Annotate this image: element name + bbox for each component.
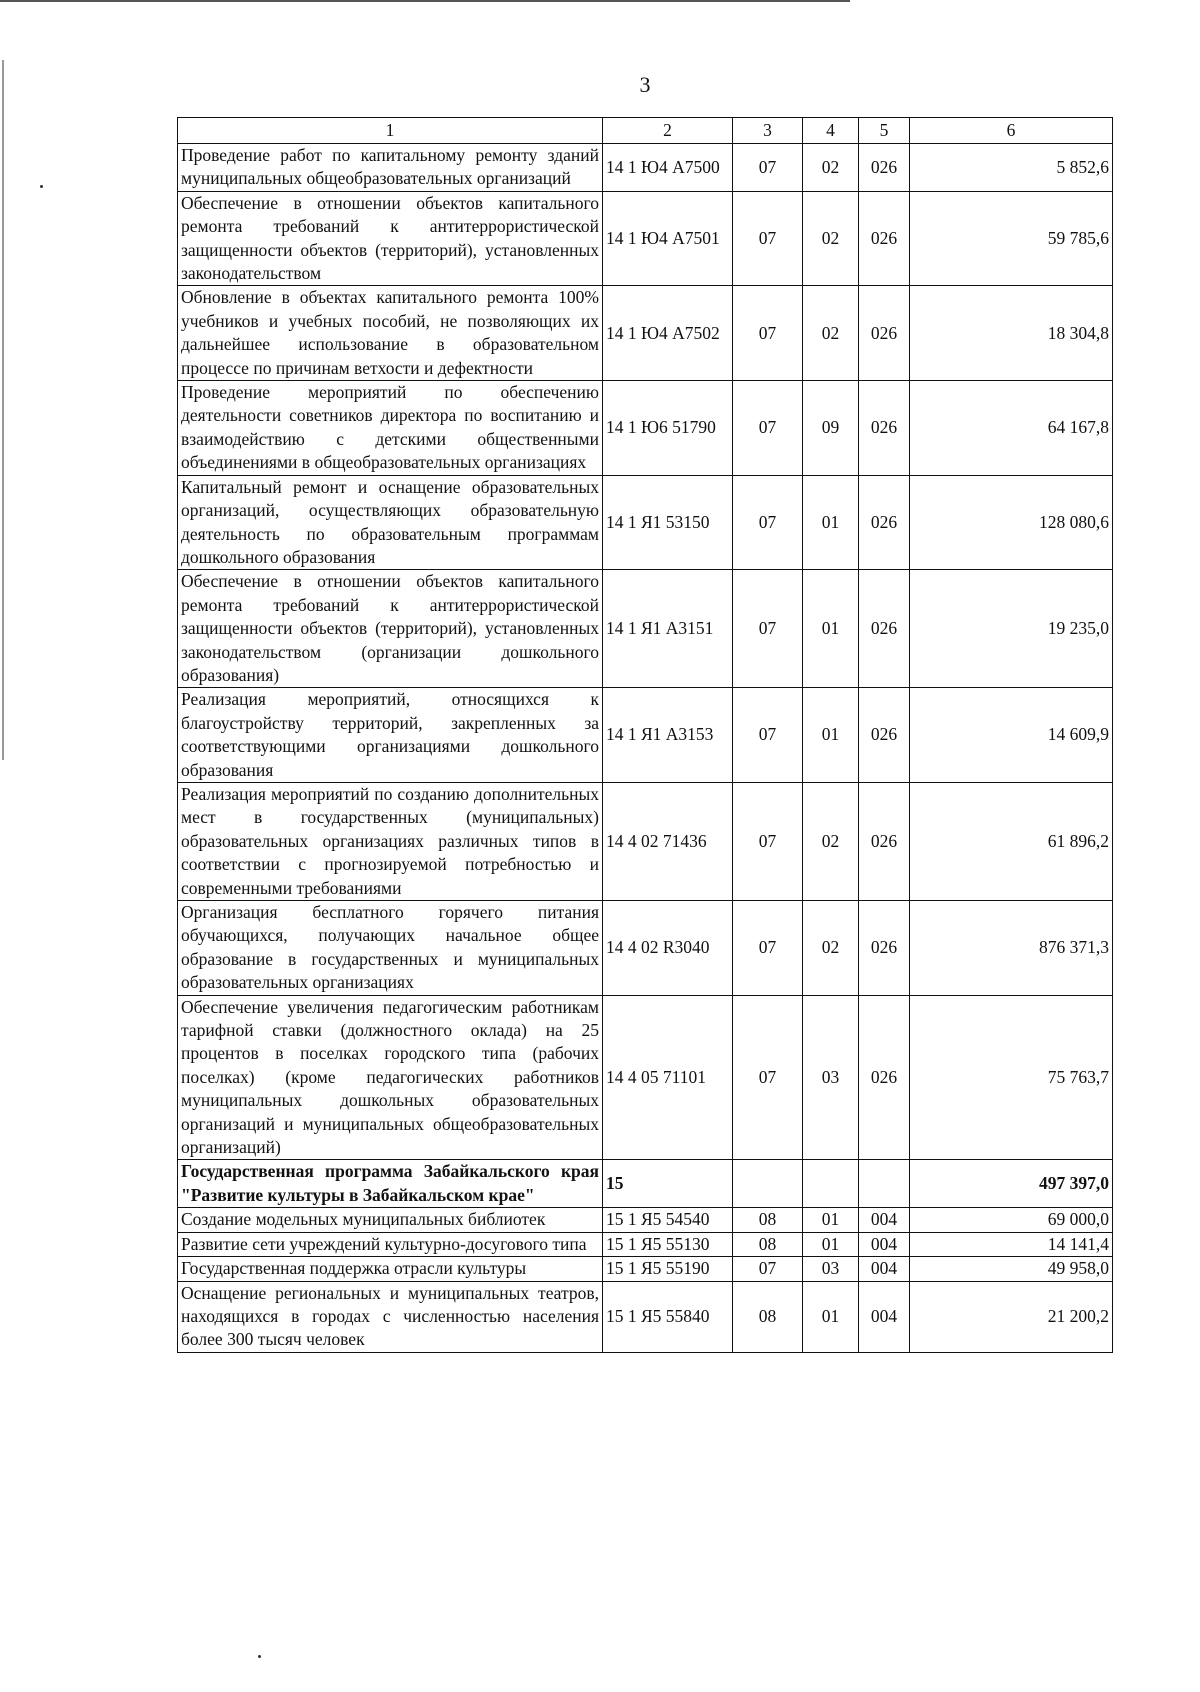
row-admin-code-cell — [859, 1160, 910, 1208]
row-admin-code-cell: 026 — [859, 570, 910, 688]
row-section-cell — [733, 1160, 803, 1208]
row-name-cell: Реализация мероприятий по созданию дополнительных мест в государственных (муниципальных) образовательных организациях различных типов в соответствии с прогнозируемой потребностью и современными требованиями — [178, 782, 603, 900]
row-admin-code-cell: 026 — [859, 995, 910, 1160]
row-code-cell: 14 1 Я1 А3153 — [603, 688, 733, 783]
table-row — [178, 570, 1113, 688]
row-amount-cell: 876 371,3 — [910, 901, 1113, 996]
row-subsection-cell: 01 — [803, 570, 859, 688]
column-header: 3 — [733, 118, 803, 144]
row-section-cell: 07 — [733, 144, 803, 192]
row-section-cell: 07 — [733, 782, 803, 900]
row-name-cell: Обеспечение в отношении объектов капитального ремонта требований к антитеррористической защищенности объектов (территорий), установленных законодательством (организации дошкольного образования) — [178, 570, 603, 688]
table-row — [178, 286, 1113, 381]
row-admin-code-cell: 004 — [859, 1208, 910, 1232]
row-subsection-cell: 02 — [803, 144, 859, 192]
row-section-cell: 07 — [733, 381, 803, 476]
row-code-cell: 14 1 Ю4 А7501 — [603, 191, 733, 286]
row-admin-code-cell: 026 — [859, 475, 910, 570]
scan-left-edge — [2, 60, 4, 760]
table-row — [178, 1232, 1113, 1256]
row-admin-code-cell: 026 — [859, 688, 910, 783]
row-code-cell: 15 1 Я5 54540 — [603, 1208, 733, 1232]
row-code-cell: 14 1 Я1 53150 — [603, 475, 733, 570]
row-subsection-cell: 03 — [803, 1257, 859, 1281]
row-code-cell: 15 1 Я5 55840 — [603, 1281, 733, 1352]
table-row — [178, 191, 1113, 286]
row-name-cell: Государственная программа Забайкальского края "Развитие культуры в Забайкальском крае" — [178, 1160, 603, 1208]
row-amount-cell: 59 785,6 — [910, 191, 1113, 286]
row-section-cell: 07 — [733, 191, 803, 286]
row-section-cell: 08 — [733, 1281, 803, 1352]
row-name-cell: Развитие сети учреждений культурно-досугового типа — [178, 1232, 603, 1256]
row-name-cell: Проведение работ по капитальному ремонту зданий муниципальных общеобразовательных организаций — [178, 144, 603, 192]
row-section-cell: 08 — [733, 1232, 803, 1256]
row-admin-code-cell: 026 — [859, 286, 910, 381]
row-subsection-cell: 09 — [803, 381, 859, 476]
row-code-cell: 14 4 02 R3040 — [603, 901, 733, 996]
row-code-cell: 15 1 Я5 55130 — [603, 1232, 733, 1256]
row-amount-cell: 14 609,9 — [910, 688, 1113, 783]
row-admin-code-cell: 026 — [859, 191, 910, 286]
row-name-cell: Проведение мероприятий по обеспечению деятельности советников директора по воспитанию и взаимодействию с детскими общественными объединениями в общеобразовательных организациях — [178, 381, 603, 476]
row-admin-code-cell: 026 — [859, 381, 910, 476]
row-subsection-cell: 01 — [803, 1281, 859, 1352]
table-row — [178, 1208, 1113, 1232]
row-amount-cell: 49 958,0 — [910, 1257, 1113, 1281]
row-name-cell: Обеспечение увеличения педагогическим работникам тарифной ставки (должностного оклада) на 25 процентов в поселках городского типа (рабочих поселках) (кроме педагогических работников муниципальных дошкольных образовательных организаций и муниципальных общеобразовательных организаций) — [178, 995, 603, 1160]
row-subsection-cell: 02 — [803, 191, 859, 286]
table-header-row — [178, 118, 1113, 144]
row-admin-code-cell: 004 — [859, 1281, 910, 1352]
row-subsection-cell: 03 — [803, 995, 859, 1160]
row-name-cell: Обеспечение в отношении объектов капитального ремонта требований к антитеррористической защищенности объектов (территорий), установленных законодательством — [178, 191, 603, 286]
table-row — [178, 1257, 1113, 1281]
scan-speck — [40, 185, 43, 188]
column-header: 4 — [803, 118, 859, 144]
table-row — [178, 1281, 1113, 1352]
row-name-cell: Капитальный ремонт и оснащение образовательных организаций, осуществляющих образовательную деятельность по образовательным программам дошкольного образования — [178, 475, 603, 570]
scan-border-line — [0, 0, 850, 2]
row-code-cell: 14 1 Я1 А3151 — [603, 570, 733, 688]
row-amount-cell: 18 304,8 — [910, 286, 1113, 381]
row-section-cell: 07 — [733, 995, 803, 1160]
row-code-cell: 14 4 02 71436 — [603, 782, 733, 900]
table-row — [178, 901, 1113, 996]
row-subsection-cell: 01 — [803, 1208, 859, 1232]
row-amount-cell: 19 235,0 — [910, 570, 1113, 688]
table-row — [178, 782, 1113, 900]
row-subsection-cell: 01 — [803, 1232, 859, 1256]
budget-table — [177, 117, 1113, 1353]
row-subsection-cell: 01 — [803, 475, 859, 570]
row-section-cell: 07 — [733, 570, 803, 688]
column-header: 6 — [910, 118, 1113, 144]
row-name-cell: Государственная поддержка отрасли культуры — [178, 1257, 603, 1281]
row-code-cell: 14 1 Ю4 А7500 — [603, 144, 733, 192]
row-name-cell: Оснащение региональных и муниципальных театров, находящихся в городах с численностью населения более 300 тысяч человек — [178, 1281, 603, 1352]
row-name-cell: Организация бесплатного горячего питания обучающихся, получающих начальное общее образование в государственных и муниципальных образовательных организациях — [178, 901, 603, 996]
row-amount-cell: 497 397,0 — [910, 1160, 1113, 1208]
row-code-cell: 14 1 Ю6 51790 — [603, 381, 733, 476]
row-admin-code-cell: 026 — [859, 782, 910, 900]
row-code-cell: 15 — [603, 1160, 733, 1208]
row-subsection-cell: 02 — [803, 901, 859, 996]
row-amount-cell: 75 763,7 — [910, 995, 1113, 1160]
table-body — [178, 144, 1113, 1353]
row-admin-code-cell: 026 — [859, 144, 910, 192]
row-amount-cell: 14 141,4 — [910, 1232, 1113, 1256]
row-admin-code-cell: 004 — [859, 1232, 910, 1256]
row-subsection-cell: 01 — [803, 688, 859, 783]
column-header: 5 — [859, 118, 910, 144]
row-code-cell: 14 4 05 71101 — [603, 995, 733, 1160]
page-number: 3 — [639, 72, 651, 97]
row-name-cell: Реализация мероприятий, относящихся к благоустройству территорий, закрепленных за соответствующими организациями дошкольного образования — [178, 688, 603, 783]
table-row — [178, 688, 1113, 783]
row-section-cell: 08 — [733, 1208, 803, 1232]
row-subsection-cell: 02 — [803, 286, 859, 381]
table-row — [178, 144, 1113, 192]
row-amount-cell: 64 167,8 — [910, 381, 1113, 476]
row-section-cell: 07 — [733, 286, 803, 381]
row-name-cell: Обновление в объектах капитального ремонта 100% учебников и учебных пособий, не позволяющих их дальнейшее использование в образовательном процессе по причинам ветхости и дефектности — [178, 286, 603, 381]
table-row — [178, 475, 1113, 570]
table-row — [178, 995, 1113, 1160]
row-section-cell: 07 — [733, 688, 803, 783]
row-amount-cell: 69 000,0 — [910, 1208, 1113, 1232]
row-section-cell: 07 — [733, 901, 803, 996]
row-section-cell: 07 — [733, 1257, 803, 1281]
table-row — [178, 1160, 1113, 1208]
row-subsection-cell: 02 — [803, 782, 859, 900]
row-section-cell: 07 — [733, 475, 803, 570]
row-subsection-cell — [803, 1160, 859, 1208]
row-admin-code-cell: 004 — [859, 1257, 910, 1281]
row-amount-cell: 128 080,6 — [910, 475, 1113, 570]
row-code-cell: 14 1 Ю4 А7502 — [603, 286, 733, 381]
row-amount-cell: 61 896,2 — [910, 782, 1113, 900]
row-admin-code-cell: 026 — [859, 901, 910, 996]
row-amount-cell: 21 200,2 — [910, 1281, 1113, 1352]
row-name-cell: Создание модельных муниципальных библиотек — [178, 1208, 603, 1232]
column-header: 1 — [178, 118, 603, 144]
column-header: 2 — [603, 118, 733, 144]
table-row — [178, 381, 1113, 476]
row-amount-cell: 5 852,6 — [910, 144, 1113, 192]
row-code-cell: 15 1 Я5 55190 — [603, 1257, 733, 1281]
scan-speck — [258, 1655, 261, 1658]
